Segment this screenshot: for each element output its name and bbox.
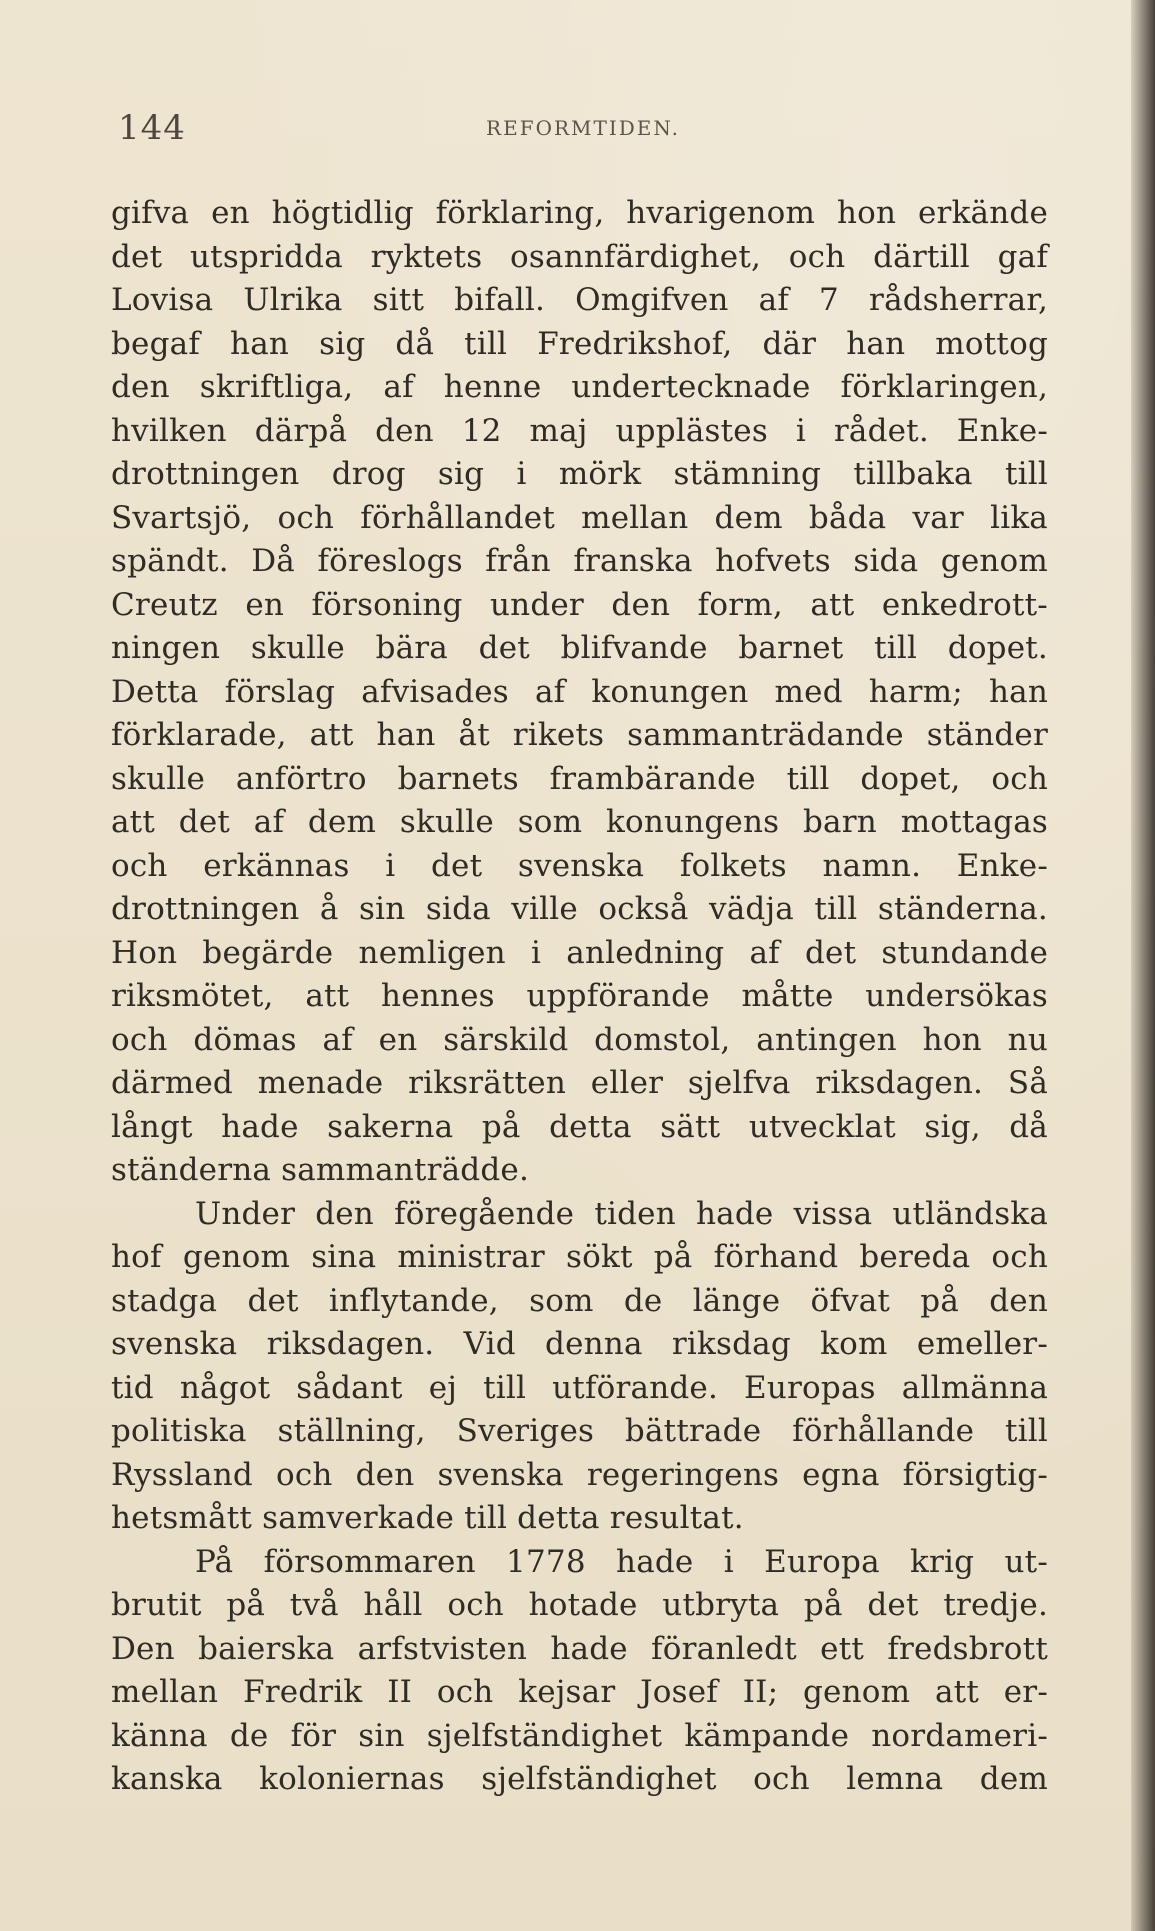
text-line: hvilken därpå den 12 maj upplästes i rådet. Enke-	[111, 412, 1048, 449]
text-line: brutit på två håll och hotade utbryta på det tredje.	[111, 1587, 1048, 1623]
text-line: På försommaren 1778 hade i Europa krig ut-	[195, 1543, 1048, 1580]
page-spine-shadow	[1131, 0, 1155, 1931]
text-line: Hon begärde nemligen i anledning af det stundande	[111, 934, 1048, 971]
text-line: gifva en högtidlig förklaring, hvarigenom hon erkände	[111, 195, 1048, 231]
text-line: skulle anförtro barnets frambärande till dopet, och	[111, 760, 1048, 797]
text-line: Creutz en försoning under den form, att enkedrott-	[111, 586, 1048, 623]
text-line: Ryssland och den svenska regeringens egna försigtig-	[111, 1456, 1048, 1493]
text-line: den skriftliga, af henne undertecknade förklaringen,	[111, 369, 1048, 405]
text-line: begaf han sig då till Fredrikshof, där han mottog	[111, 325, 1048, 362]
text-line: stadga det inflytande, som de länge öfvat på den	[111, 1282, 1048, 1319]
text-line: därmed menade riksrätten eller sjelfva riksdagen. Så	[111, 1065, 1048, 1101]
text-line: ningen skulle bära det blifvande barnet till dopet.	[111, 630, 1048, 666]
text-line: Svartsjö, och förhållandet mellan dem båda var lika	[111, 499, 1048, 536]
text-line: att det af dem skulle som konungens barn mottagas	[111, 804, 1048, 840]
text-line: hetsmått samverkade till detta resultat.	[111, 1500, 744, 1536]
text-line: mellan Fredrik II och kejsar Josef II; genom att er-	[111, 1674, 1048, 1710]
page-header	[118, 108, 1048, 152]
text-line: känna de för sin sjelfständighet kämpande nordameri-	[111, 1717, 1048, 1754]
text-line: och erkännas i det svenska folkets namn. Enke-	[111, 847, 1048, 884]
text-line: Under den föregående tiden hade vissa utländska	[195, 1195, 1048, 1232]
text-line: långt hade sakerna på detta sätt utvecklat sig, då	[111, 1108, 1048, 1145]
text-line: tid något sådant ej till utförande. Europas allmänna	[111, 1369, 1048, 1406]
text-line: förklarade, att han åt rikets sammanträdande ständer	[111, 717, 1048, 753]
text-line: hof genom sina ministrar sökt på förhand bereda och	[111, 1239, 1048, 1275]
text-line: Detta förslag afvisades af konungen med harm; han	[111, 673, 1048, 710]
text-line: svenska riksdagen. Vid denna riksdag kom emeller-	[111, 1326, 1048, 1362]
text-line: spändt. Då föreslogs från franska hofvets sida genom	[111, 543, 1048, 579]
running-title: REFORMTIDEN.	[486, 116, 680, 140]
text-line: Den baierska arfstvisten hade föranledt ett fredsbrott	[111, 1630, 1048, 1667]
text-line: politiska ställning, Sveriges bättrade förhållande till	[111, 1413, 1048, 1449]
page-number: 144	[118, 108, 186, 148]
text-line: det utspridda ryktets osannfärdighet, och därtill gaf	[111, 238, 1048, 275]
body-text	[111, 192, 1048, 1802]
text-line: Lovisa Ulrika sitt bifall. Omgifven af 7 rådsherrar,	[111, 282, 1048, 318]
text-line: drottningen drog sig i mörk stämning tillbaka till	[111, 456, 1048, 492]
text-line: drottningen å sin sida ville också vädja till ständerna.	[111, 891, 1048, 927]
text-line: riksmötet, att hennes uppförande måtte undersökas	[111, 978, 1048, 1014]
text-line: ständerna sammanträdde.	[111, 1152, 529, 1188]
text-line: kanska koloniernas sjelfständighet och lemna dem	[111, 1761, 1048, 1797]
text-line: och dömas af en särskild domstol, antingen hon nu	[111, 1021, 1048, 1058]
